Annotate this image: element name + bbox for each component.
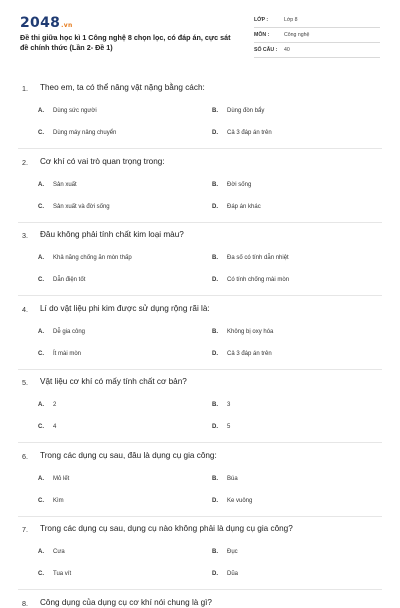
option-letter: C. xyxy=(38,497,44,504)
option-letter: C. xyxy=(38,203,44,210)
option-text: Tua vít xyxy=(53,571,72,577)
question-text: Trong các dụng cụ sau, đâu là dụng cụ gia công: xyxy=(40,450,217,460)
option-letter: A. xyxy=(38,255,44,261)
option-text: Đa số có tính dẫn nhiệt xyxy=(227,255,289,261)
meta-value: 40 xyxy=(284,47,290,53)
question-text: Công dụng của dụng cụ cơ khí nói chung là gì? xyxy=(40,597,212,607)
option-letter: A. xyxy=(38,549,44,555)
answer-option[interactable] xyxy=(38,571,71,577)
option-letter: C. xyxy=(38,350,44,357)
question-divider xyxy=(18,442,382,443)
answer-option[interactable] xyxy=(38,182,77,188)
option-text: Dũa xyxy=(227,571,239,577)
answer-option[interactable] xyxy=(38,255,132,261)
option-text: Không bị oxy hóa xyxy=(227,328,274,335)
option-letter: A. xyxy=(38,328,44,335)
answer-option[interactable] xyxy=(212,204,261,210)
answer-option[interactable] xyxy=(212,351,272,357)
option-letter: C. xyxy=(38,130,44,136)
answer-option[interactable] xyxy=(38,402,56,408)
option-text: Đời sống xyxy=(227,181,252,188)
option-text: Dùng sức người xyxy=(53,108,97,114)
site-logo[interactable] xyxy=(20,15,73,31)
option-text: Sản xuất và đời sống xyxy=(53,203,110,210)
answer-option[interactable] xyxy=(212,182,251,188)
answer-option[interactable] xyxy=(38,277,85,283)
answer-option[interactable] xyxy=(38,498,64,504)
option-letter: B. xyxy=(212,549,218,555)
option-letter: A. xyxy=(38,108,44,114)
exam-meta xyxy=(254,14,380,59)
option-letter: B. xyxy=(212,328,218,335)
answer-option[interactable] xyxy=(38,204,110,210)
question-divider xyxy=(18,148,382,149)
question-number: 2. xyxy=(22,157,28,167)
logo-suffix: .vn xyxy=(61,22,73,29)
answer-option[interactable] xyxy=(38,351,81,357)
question-number: 6. xyxy=(22,451,28,461)
option-letter: B. xyxy=(212,255,218,261)
option-text: Dẫn điện tốt xyxy=(53,277,86,283)
option-text: Cả 3 đáp án trên xyxy=(227,130,272,136)
option-text: Cưa xyxy=(53,549,65,555)
option-text: 5 xyxy=(227,424,231,430)
answer-option[interactable] xyxy=(212,329,273,335)
option-letter: A. xyxy=(38,181,44,188)
meta-row-class xyxy=(254,14,380,28)
meta-label: SỐ CÂU : xyxy=(254,47,278,53)
option-letter: B. xyxy=(212,108,218,114)
option-text: 2 xyxy=(53,402,57,408)
option-text: Ke vuông xyxy=(227,497,253,504)
option-text: 4 xyxy=(53,424,57,430)
answer-option[interactable] xyxy=(212,498,252,504)
header xyxy=(0,0,400,68)
question-text: Vật liệu cơ khí có mấy tính chất cơ bản? xyxy=(40,377,187,386)
question-text: Đâu không phải tính chất kim loại màu? xyxy=(40,230,184,239)
question-text: Lí do vật liệu phi kim được sử dụng rộng rãi là: xyxy=(40,303,210,313)
option-letter: A. xyxy=(38,475,44,482)
option-letter: B. xyxy=(212,181,218,188)
meta-row-subject xyxy=(254,29,380,43)
option-letter: D. xyxy=(212,277,218,283)
answer-option[interactable] xyxy=(38,549,65,555)
option-text: Dễ gia công xyxy=(53,328,86,335)
option-text: Đáp án khác xyxy=(227,203,261,210)
answer-option[interactable] xyxy=(38,424,56,430)
question-number: 3. xyxy=(22,231,28,240)
meta-label: LỚP : xyxy=(254,17,269,23)
question-number: 1. xyxy=(22,84,28,93)
option-letter: D. xyxy=(212,571,218,577)
option-text: Ít mài mòn xyxy=(53,350,82,357)
meta-label: MÔN : xyxy=(254,32,270,38)
option-text: 3 xyxy=(227,402,231,408)
answer-option[interactable] xyxy=(212,402,230,408)
answer-option[interactable] xyxy=(212,476,238,482)
answer-option[interactable] xyxy=(212,424,230,430)
question-divider xyxy=(18,516,382,517)
option-text: Cả 3 đáp án trên xyxy=(227,350,272,357)
answer-option[interactable] xyxy=(38,130,116,136)
option-text: Sản xuất xyxy=(53,181,77,188)
answer-option[interactable] xyxy=(212,571,238,577)
question-text: Cơ khí có vai trò quan trọng trong: xyxy=(40,156,165,166)
option-text: Đục xyxy=(227,549,238,555)
option-letter: D. xyxy=(212,203,218,210)
question-number: 8. xyxy=(22,598,28,608)
answer-option[interactable] xyxy=(38,329,85,335)
answer-option[interactable] xyxy=(212,277,289,283)
option-text: Kìm xyxy=(53,497,64,504)
option-letter: B. xyxy=(212,402,218,408)
answer-option[interactable] xyxy=(38,108,97,114)
logo-text: 2048 xyxy=(20,15,61,31)
question-text: Trong các dụng cụ sau, dụng cụ nào không phải là dụng cụ gia công? xyxy=(40,524,293,533)
question-divider xyxy=(18,369,382,370)
question-text: Theo em, ta có thể nâng vật nặng bằng cách: xyxy=(40,83,205,92)
option-letter: B. xyxy=(212,475,218,482)
answer-option[interactable] xyxy=(212,130,272,136)
option-letter: D. xyxy=(212,424,218,430)
question-number: 4. xyxy=(22,304,28,314)
exam-title: Đề thi giữa học kì 1 Công nghệ 8 chọn lọc, có đáp án, cực sát đề chính thức (Lần 2- Đề 1) xyxy=(20,33,231,52)
option-text: Dùng máy nâng chuyển xyxy=(53,130,117,136)
option-letter: D. xyxy=(212,497,218,504)
question-number: 5. xyxy=(22,378,28,387)
question-divider xyxy=(18,589,382,590)
option-text: Mỏ lết xyxy=(53,475,70,482)
answer-option[interactable] xyxy=(212,108,264,114)
option-text: Dùng đòn bẩy xyxy=(227,108,265,114)
option-letter: C. xyxy=(38,571,44,577)
option-text: Khả năng chống ăn mòn thấp xyxy=(53,255,132,261)
meta-value: Công nghệ xyxy=(284,32,310,38)
option-text: Có tính chống mài mòn xyxy=(227,277,290,283)
option-letter: C. xyxy=(38,424,44,430)
answer-option[interactable] xyxy=(212,255,289,261)
meta-row-question-count xyxy=(254,44,380,58)
option-letter: D. xyxy=(212,350,218,357)
question-divider xyxy=(18,222,382,223)
meta-value: Lớp 8 xyxy=(284,17,298,23)
answer-option[interactable] xyxy=(212,549,238,555)
option-letter: D. xyxy=(212,130,218,136)
option-text: Búa xyxy=(227,475,238,482)
question-number: 7. xyxy=(22,525,28,534)
question-divider xyxy=(18,295,382,296)
option-letter: A. xyxy=(38,402,44,408)
answer-option[interactable] xyxy=(38,476,69,482)
option-letter: C. xyxy=(38,277,44,283)
